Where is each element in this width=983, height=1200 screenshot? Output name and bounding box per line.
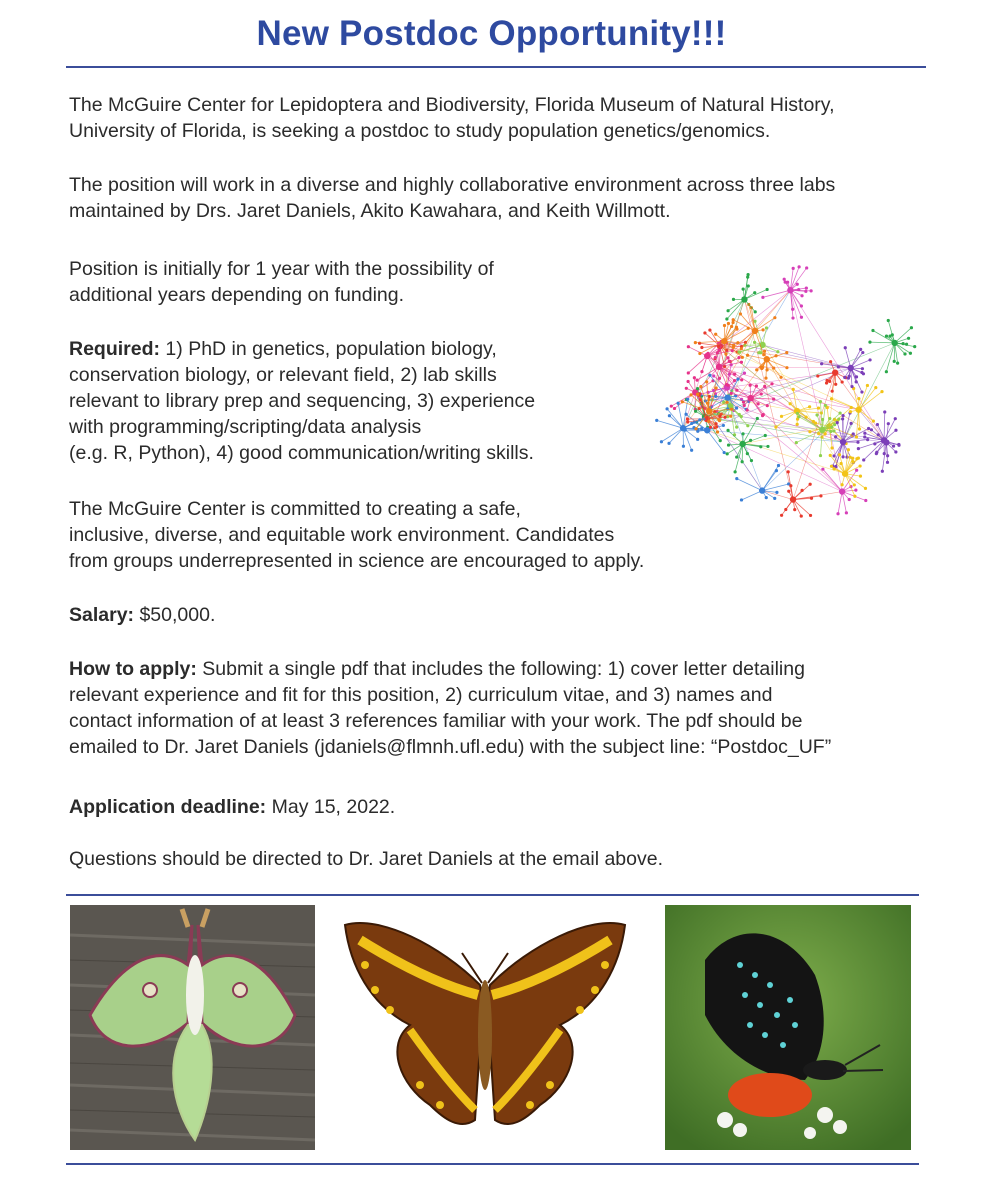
swallowtail-butterfly-photo — [340, 905, 630, 1150]
luna-moth-photo — [70, 905, 315, 1150]
photo-divider-top — [66, 894, 919, 896]
deadline-value: May 15, 2022. — [266, 796, 396, 818]
title-divider — [66, 66, 926, 68]
page-title: New Postdoc Opportunity!!! — [256, 14, 727, 53]
questions-paragraph: Questions should be directed to Dr. Jaret Daniels at the email above. — [69, 848, 663, 870]
atala-butterfly-photo — [665, 905, 911, 1150]
photo-divider-bottom — [66, 1163, 919, 1165]
salary-paragraph — [69, 602, 215, 628]
salary-label: Salary: — [69, 604, 135, 626]
intro-paragraph: The McGuire Center for Lepidoptera and Biodiversity, Florida Museum of Natural History, University of Florida, is seeking a postdoc to study population genetics/genomics. — [69, 94, 835, 142]
network-graph-illustration — [630, 232, 940, 542]
apply-label: How to apply: — [69, 658, 197, 680]
deadline-paragraph — [69, 794, 395, 820]
environment-paragraph: The position will work in a diverse and highly collaborative environment across three labs maintained by Drs. Jaret Daniels, Akito Kawahara, and Keith Willmott. — [69, 174, 836, 222]
salary-value: $50,000. — [134, 604, 216, 626]
duration-paragraph: Position is initially for 1 year with the possibility of additional years depending on funding. — [69, 258, 494, 306]
deadline-label: Application deadline: — [69, 796, 267, 818]
required-paragraph: Required: 1) PhD in genetics, population biology, conservation biology, or relevant field, 2) lab skills relevant to library prep and sequencing, 3) experience with programming/scripting/data analysis (e.g. R, Python), 4) good communication/writing skills. — [69, 338, 536, 464]
diversity-paragraph: The McGuire Center is committed to creating a safe, inclusive, diverse, and equitable work environment. Candidates from groups underrepresented in science are encouraged to apply. — [69, 498, 645, 572]
required-label: Required: — [69, 338, 161, 360]
apply-paragraph: How to apply: Submit a single pdf that includes the following: 1) cover letter detailing relevant experience and fit for this position, 2) curriculum vitae, and 3) names and contact information of at least 3 references familiar with your work. The pdf should be emailed to Dr. Jaret Daniels (jdaniels@flmnh.ufl.edu) with the subject line: “Postdoc_UF” — [69, 658, 832, 758]
